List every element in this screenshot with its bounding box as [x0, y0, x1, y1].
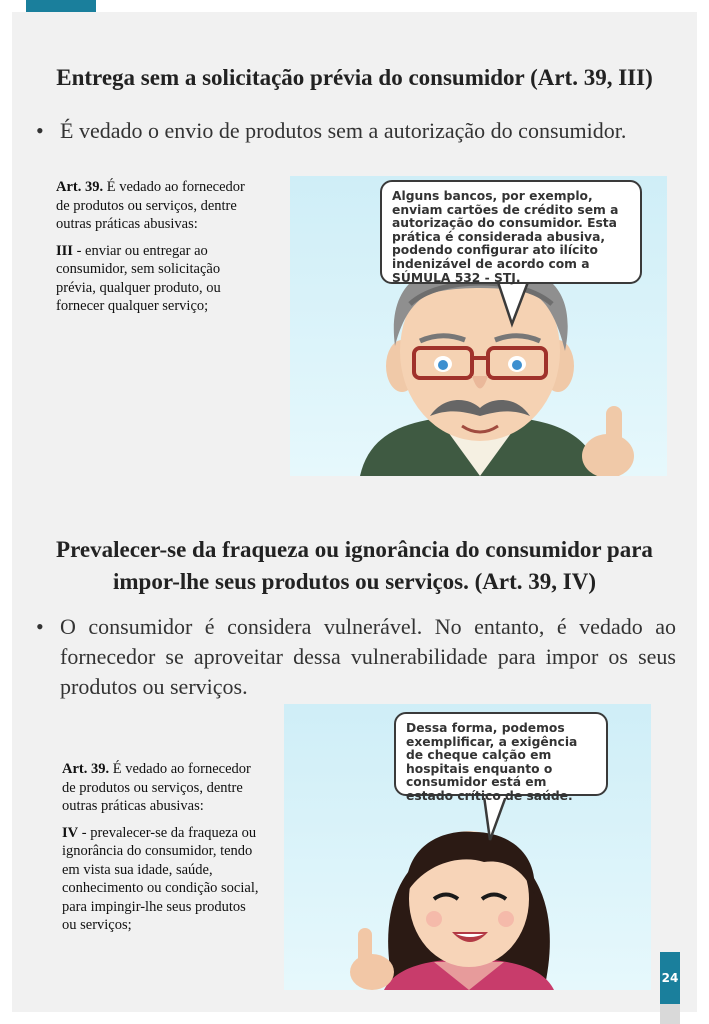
art-title: Art. 39. — [62, 761, 110, 777]
art-intro: É vedado ao fornecedor de produtos ou serviços, dentre outras práticas abusivas: — [56, 179, 245, 232]
section1-heading: Entrega sem a solicitação prévia do consumidor (Art. 39, III) — [56, 65, 653, 90]
bullet-dot: • — [36, 118, 44, 143]
bullet-dot: • — [36, 614, 44, 639]
section2-heading-line1: Prevalecer-se da fraqueza ou ignorância do consumidor para — [56, 537, 653, 562]
section1-bullet — [36, 116, 676, 146]
section1-article — [56, 178, 256, 324]
section1-bullet-text: É vedado o envio de produtos sem a autorização do consumidor. — [60, 118, 627, 143]
item-number: III — [56, 242, 73, 259]
section2-bullet-text: O consumidor é considera vulnerável. No entanto, é vedado ao fornecedor se aproveitar dessa vulnerabilidade para impor os seus produtos ou serviços. — [60, 614, 676, 699]
section2-heading-line2: impor-lhe seus produtos ou serviços. (Art. 39, IV) — [113, 569, 596, 594]
page-number: 24 — [660, 952, 680, 1004]
section1-speech-bubble: Alguns bancos, por exemplo, enviam cartões de crédito sem a autorização do consumidor. Esta prática é considerada abusiva, podendo configurar ato ilícito indenizável de acordo com a SÚMULA 532 - STJ. — [380, 180, 642, 284]
item-number: IV — [62, 824, 79, 841]
page-number-strip — [660, 1004, 680, 1024]
section2-speech-bubble: Dessa forma, podemos exemplificar, a exigência de cheque calção em hospitais enquanto o consumidor está em estado crítico de saúde. — [394, 712, 608, 796]
item-text: - prevalecer-se da fraqueza ou ignorância do consumidor, tendo em vista sua idade, saúde, conhecimento ou condição social, para impingir-lhe seus produtos ou serviços; — [62, 824, 259, 933]
item-text: - enviar ou entregar ao consumidor, sem solicitação prévia, qualquer produto, ou fornecer qualquer serviço; — [56, 242, 221, 314]
section2-heading — [12, 534, 697, 598]
section2-bullet — [36, 612, 676, 702]
art-title: Art. 39. — [56, 179, 104, 195]
section2-illustration — [284, 704, 651, 990]
art-intro: É vedado ao fornecedor de produtos ou serviços, dentre outras práticas abusivas: — [62, 761, 251, 814]
section2-article — [62, 760, 262, 943]
section1-illustration — [290, 176, 667, 476]
